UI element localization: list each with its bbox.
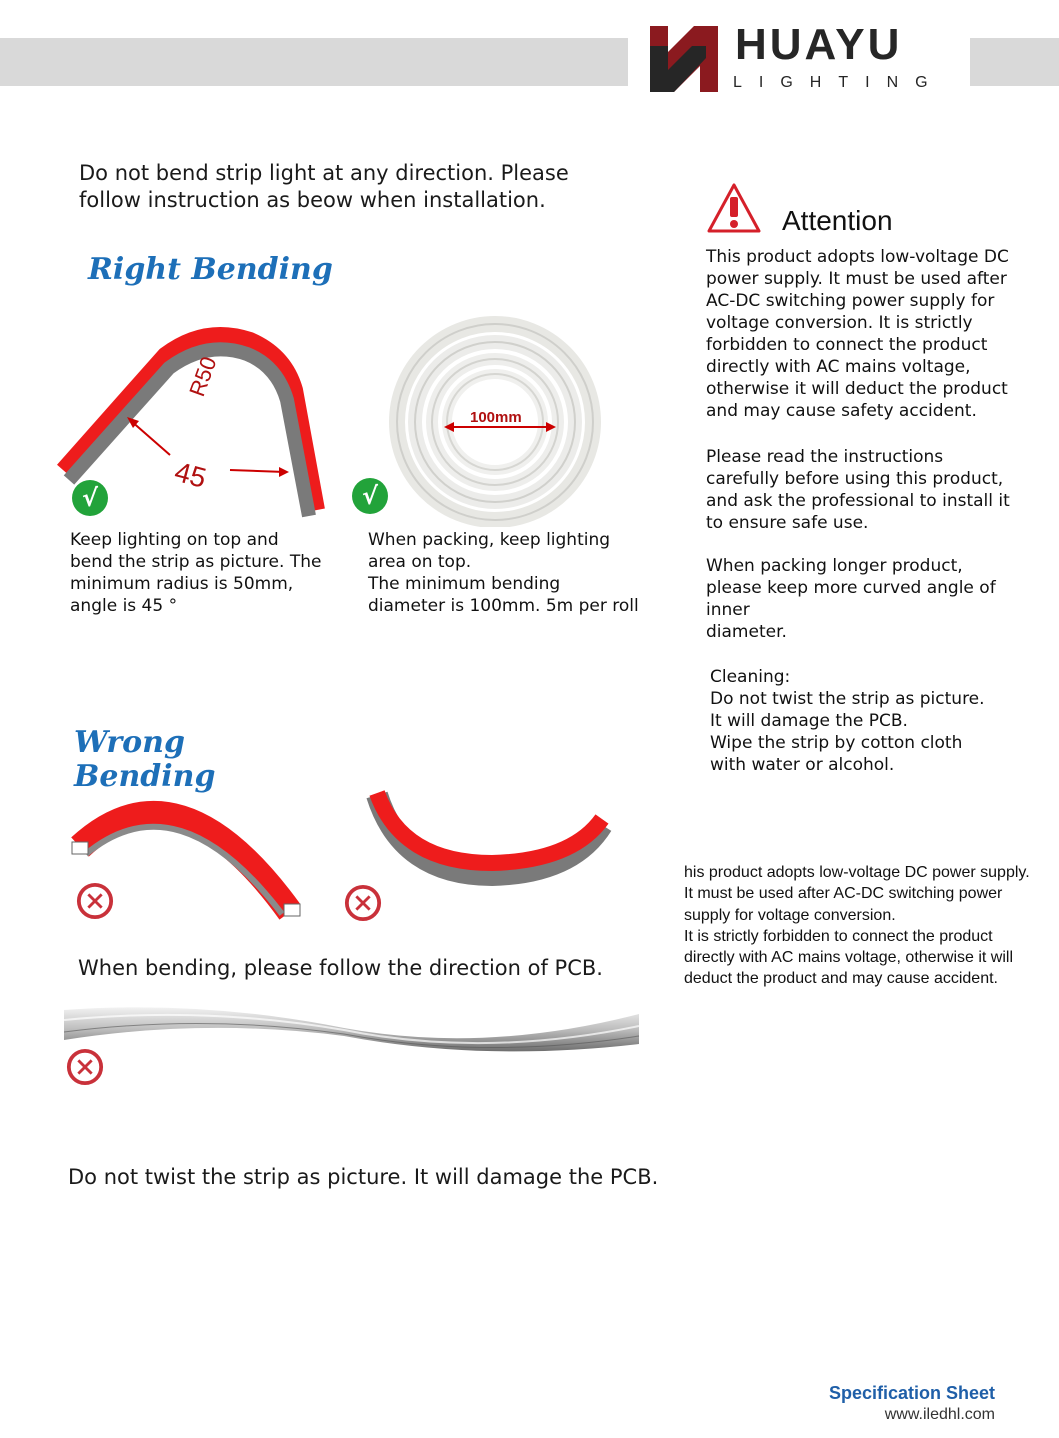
attention-para-4: Cleaning: Do not twist the strip as picture. It will damage the PCB. Wipe the strip by cotton cloth with water or alcohol. bbox=[710, 667, 985, 775]
attention-para-2: Please read the instructions carefully before using this product, and ask the professional to install it to ensure safe use. bbox=[706, 447, 1010, 533]
check-icon-2: √ bbox=[352, 478, 388, 514]
wrong-bending-title-line-2: Bending bbox=[74, 759, 216, 794]
caption-1-line: minimum radius is 50mm, bbox=[70, 574, 294, 594]
attention-title: Attention bbox=[782, 205, 893, 236]
angle-label: 45 bbox=[171, 455, 210, 494]
right-bending-title: Right Bending bbox=[88, 252, 333, 287]
pcb-instruction: When bending, please follow the direction of PCB. bbox=[78, 956, 603, 980]
intro-text bbox=[79, 160, 639, 214]
footer-title: Specification Sheet bbox=[828, 1383, 995, 1403]
secondary-notice-clip bbox=[684, 862, 1059, 992]
caption-1-line: Keep lighting on top and bbox=[70, 530, 279, 550]
x-icon-2 bbox=[344, 884, 382, 922]
wrong-bending-title-line-1: Wrong bbox=[74, 725, 185, 760]
brand-name: HUAYU bbox=[735, 20, 903, 69]
caption-1 bbox=[70, 529, 350, 617]
roll-diagram bbox=[380, 312, 610, 527]
caption-2-line: When packing, keep lighting bbox=[368, 530, 611, 550]
brand-sub: LIGHTING bbox=[733, 74, 945, 91]
intro-line-1: Do not bend strip light at any direction. Please bbox=[79, 161, 569, 185]
intro-line-2: follow instruction as beow when installation. bbox=[79, 188, 546, 212]
twist-instruction: Do not twist the strip as picture. It will damage the PCB. bbox=[68, 1165, 659, 1189]
check-icon-1: √ bbox=[72, 480, 108, 516]
attention-para-3: When packing longer product, please keep more curved angle of inner diameter. bbox=[706, 556, 996, 642]
warning-icon bbox=[706, 182, 762, 234]
diameter-label: 100mm bbox=[470, 409, 522, 426]
x-icon-1 bbox=[76, 882, 114, 920]
huayu-logo-icon bbox=[646, 22, 722, 96]
wrong-bending-bowl bbox=[362, 785, 617, 895]
header-bar-left bbox=[0, 38, 628, 86]
attention-para-1: This product adopts low-voltage DC power supply. It must be used after AC-DC switching power supply for voltage conversion. It is strictly forbidden to connect the product directly with AC mains voltage, otherwise it will deduct the product and may cause safety accident. bbox=[706, 247, 1009, 421]
caption-1-line: angle is 45 ° bbox=[70, 596, 178, 616]
caption-2-line: The minimum bending bbox=[368, 574, 561, 594]
caption-2-line: diameter is 100mm. 5m per roll bbox=[368, 596, 639, 616]
caption-2-line: area on top. bbox=[368, 552, 472, 572]
secondary-notice: his product adopts low-voltage DC power supply. It must be used after AC-DC switching power supply for voltage conversion. It is strictly forbidden to connect the product directly with AC mains voltage, otherwise it will deduct the product and may cause accident. bbox=[684, 864, 1030, 988]
header-bar-right bbox=[970, 38, 1059, 86]
radius-label: R50 bbox=[184, 353, 222, 400]
twisted-strip bbox=[64, 1000, 639, 1062]
caption-2 bbox=[368, 529, 658, 617]
footer-url: www.iledhl.com bbox=[884, 1406, 995, 1423]
x-icon-3 bbox=[66, 1048, 104, 1086]
caption-1-line: bend the strip as picture. The bbox=[70, 552, 322, 572]
